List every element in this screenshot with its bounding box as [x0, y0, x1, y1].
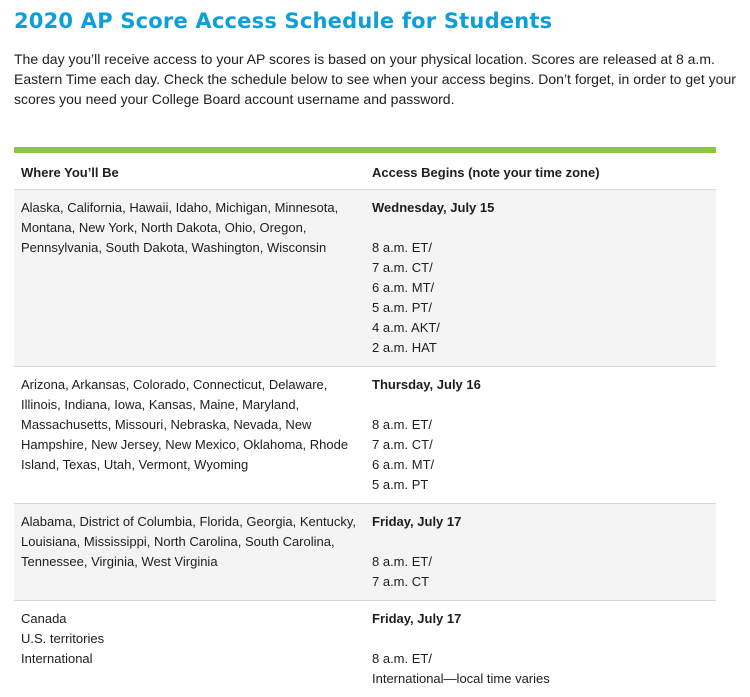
- access-date: Wednesday, July 15: [372, 199, 495, 215]
- time-line: 7 a.m. CT/: [372, 259, 433, 275]
- time-line: 4 a.m. AKT/: [372, 319, 440, 335]
- location-cell: Alabama, District of Columbia, Florida, Georgia, Kentucky, Louisiana, Mississippi, North Carolina, South Carolina, Tennessee, Virginia, West Virginia: [14, 503, 365, 600]
- table-header-row: [14, 153, 716, 189]
- page-title: 2020 AP Score Access Schedule for Students: [14, 9, 553, 33]
- table-row: [14, 503, 716, 600]
- location-cell: Alaska, California, Hawaii, Idaho, Michigan, Minnesota, Montana, New York, North Dakota, Ohio, Oregon, Pennsylvania, South Dakota, Washington, Wisconsin: [14, 189, 365, 366]
- header-access: Access Begins (note your time zone): [365, 153, 716, 189]
- access-cell: [365, 600, 716, 696]
- table-row: [14, 366, 716, 503]
- time-line: 2 a.m. HAT: [372, 339, 437, 355]
- time-line: 8 a.m. ET/: [372, 553, 432, 569]
- access-cell: [365, 503, 716, 600]
- table-row: [14, 189, 716, 366]
- location-line: International: [21, 650, 93, 666]
- time-line: 6 a.m. MT/: [372, 456, 435, 472]
- location-cell: Arizona, Arkansas, Colorado, Connecticut, Delaware, Illinois, Indiana, Iowa, Kansas, Maine, Maryland, Massachusetts, Missouri, Nebraska, Nevada, New Hampshire, New Jersey, New Mexico, Oklahoma, Rhode Island, Texas, Utah, Vermont, Wyoming: [14, 366, 365, 503]
- time-line: 8 a.m. ET/: [372, 416, 432, 432]
- time-line: 6 a.m. MT/: [372, 279, 435, 295]
- header-location: Where You’ll Be: [14, 153, 365, 189]
- time-line: 7 a.m. CT: [372, 573, 430, 589]
- time-line: 8 a.m. ET/: [372, 650, 432, 666]
- access-date: Friday, July 17: [372, 610, 462, 626]
- access-cell: [365, 189, 716, 366]
- time-line: 5 a.m. PT/: [372, 299, 432, 315]
- access-date: Friday, July 17: [372, 513, 462, 529]
- intro-paragraph: The day you’ll receive access to your AP scores is based on your physical location. Scores are released at 8 a.m. Eastern Time each day. Check the schedule below to see when your access begins. Don’t forget, in order to get your scores you need your College Board account username and password.: [14, 51, 736, 107]
- location-line: Canada: [21, 610, 67, 626]
- access-cell: [365, 366, 716, 503]
- time-line: International—local time varies: [372, 670, 550, 686]
- schedule-table: [14, 147, 716, 696]
- time-line: 5 a.m. PT: [372, 476, 429, 492]
- table-row: [14, 600, 716, 696]
- access-date: Thursday, July 16: [372, 376, 481, 392]
- time-line: 7 a.m. CT/: [372, 436, 433, 452]
- location-cell: [14, 600, 365, 696]
- time-line: 8 a.m. ET/: [372, 239, 432, 255]
- location-line: U.S. territories: [21, 630, 105, 646]
